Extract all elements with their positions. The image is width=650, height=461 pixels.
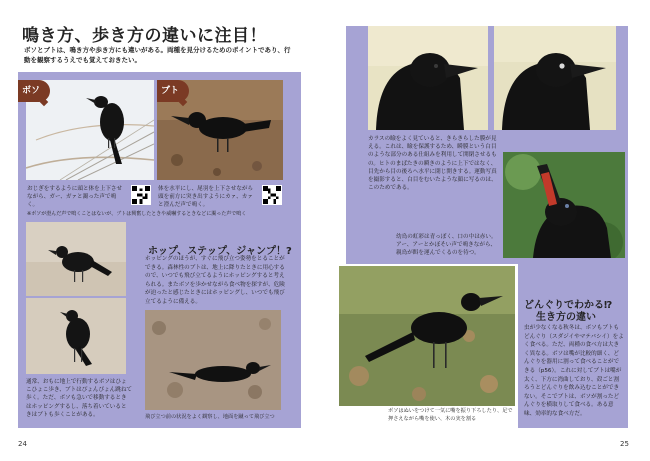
qr-code-boso[interactable]	[131, 185, 151, 205]
caption-buto-call: 体を水平にし、尾羽を上下させながら頭を前方に突き出すようにカァ、カァと澄んだ声で鳴く。	[158, 186, 254, 209]
photo-crow-crouching	[145, 310, 281, 410]
photo-walking-crow-1	[26, 222, 126, 296]
acorn-title-line2: 生き方の違い	[536, 312, 596, 323]
photo-walking-crow-2	[26, 298, 126, 374]
page-number-right: 25	[620, 440, 629, 448]
photo-crow-head-2	[494, 26, 616, 130]
intro-text: ボソとブトは、鳴き方や歩き方にも違いがある。両種を見分けるためのポイントであり、行動を観察するうえでも覚えておきたい。	[24, 46, 291, 64]
photo-crow-head-1	[368, 26, 488, 130]
hop-body: ホッピングのほうが、すぐに飛び立つ姿勢をとることができる。森林性のブトは、地上に降りたときに用心するので、いつでも飛び立てるようにホッピングすると考えられる。またボソを歩かせながら食べ物を探すが、危険が迫ったと感じたときにはホッピングし、いつでも飛び立てるように備える。	[145, 256, 285, 305]
badge-boso: ボソ	[18, 80, 50, 102]
caption-eye-membrane: カラスの瞼をよく見ていると、きらきらした膜が見える。これは、瞼を保護するため、瞬膜という白目のような部分のある仕組みを利用して開閉させるもの。ヒトのまばたきの瞬きのように上下ではなく、目先から目の後ろへ水平に閉じ開きする。運動写真を撮影すると、白目をむいたような顔に写るのは、このためである。	[368, 136, 497, 192]
caption-boso-call: おじぎをするように頭と体を上下させながら、ガー、ガァと濁った声で鳴く。	[27, 186, 123, 209]
footnote-call: ※ボソが澄んだ声で鳴くことはないが、ブトは興奮したときや威嚇するときなどに濁った声で鳴く	[27, 211, 247, 217]
hop-title: ホップ、ステップ、ジャンプ！?	[148, 246, 292, 257]
caption-flat-crow: 飛び立つ前の状況をよく観察し、地面を蹴って飛び立つ	[145, 414, 275, 420]
qr-code-buto[interactable]	[262, 185, 282, 205]
acorn-title-line1: どんぐりでわかる⁉	[524, 300, 613, 311]
badge-buto: ブト	[157, 80, 189, 102]
photo-crow-acorn	[339, 266, 515, 406]
page-number-left: 24	[18, 440, 27, 448]
photo-fledgling	[503, 152, 625, 258]
caption-acorn-photo: ボソはぬいをつけて一気に嘴を振り下ろしたり、足で押さえながら嘴を使い、木の実を割る	[388, 408, 513, 422]
page-headline: 鳴き方、歩き方の違いに注目！	[22, 26, 267, 46]
acorn-body: 虫が少なくなる秋冬は、ボソもブトもどんぐり（スダジイやマテバシイ）をよく食べる。ただ、両種の食べ方は大きく異なる。ボソは嘴が比較的細く、どんぐりを器用に割って食べることができる（p56）。これに対してブトは嘴が太く、下方に湾曲しており、殻ごと割ろうとどんぐりを飲み込むことができない。そこでブトは、ボソが割ったどんぐりを横取りして食べる。ある意味、効率的な食べ方だ。	[524, 325, 624, 417]
caption-walking: 通常、おもに地上で行動するボソはひょこひょこ歩き、ブトはぴょんぴょん跳ねて歩く。ただ、ボソも急いで移動するときはホッピングするし、落ち着いているときはブトも歩くことがある。	[26, 379, 132, 418]
caption-fledgling: 幼鳥の虹彩は青っぽく、口の中は赤い。アー、アーとかぼそい声で鳴きながら、親鳥が餌を運んでくるのを待つ。	[396, 234, 497, 257]
